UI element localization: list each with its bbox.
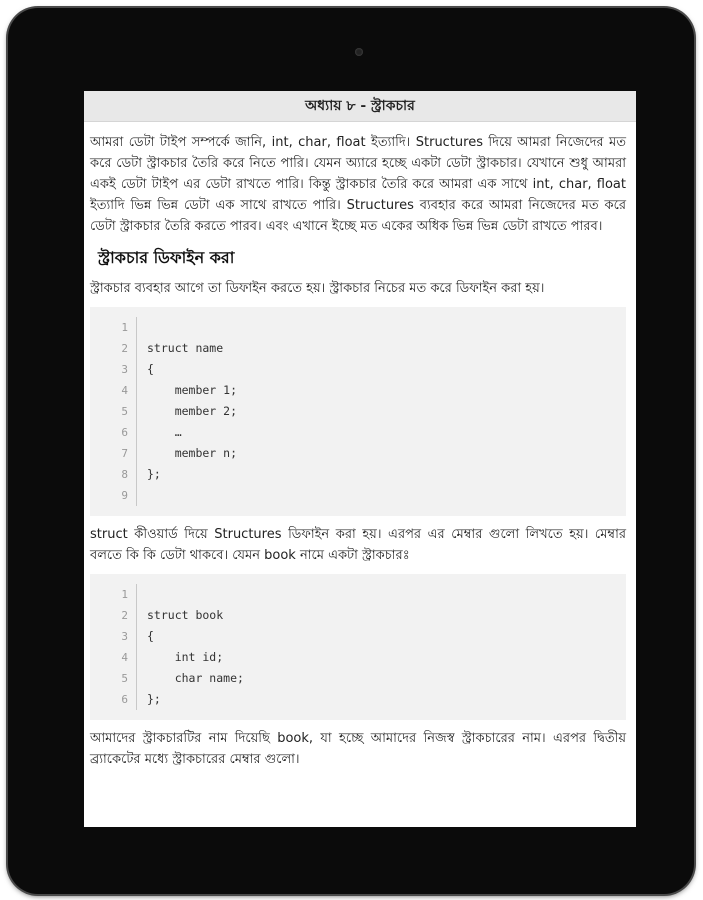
code-line: struct book xyxy=(147,608,224,622)
line-number: 8 xyxy=(121,468,128,481)
code-line: member n; xyxy=(147,446,238,460)
code-lines xyxy=(137,317,237,506)
code-line: { xyxy=(147,362,154,376)
line-number: 6 xyxy=(121,426,128,439)
line-number: 7 xyxy=(121,447,128,460)
line-numbers xyxy=(90,584,137,710)
code-line: char name; xyxy=(147,671,244,685)
camera-icon xyxy=(355,48,363,56)
keyword-paragraph: struct কীওয়ার্ড দিয়ে Structures ডিফাইন করা হয়। এরপর এর মেম্বার গুলো লিখতে হয়। মেম্বার বলতে কি কি ডেটা থাকবে। যেমন book নামে একটা স্ট্রাকচারঃ xyxy=(90,527,626,563)
code-line: struct name xyxy=(147,341,224,355)
code-line: { xyxy=(147,629,154,643)
code-line xyxy=(147,584,244,605)
chapter-title: অধ্যায় ৮ - স্ট্রাকচার xyxy=(305,98,415,114)
code-block-struct-name xyxy=(90,307,626,516)
closing-paragraph: আমাদের স্ট্রাকচারটির নাম দিয়েছি book, যা হচ্ছে আমাদের নিজস্ব স্ট্রাকচারের নাম। এরপর দ্বিতীয় ব্র্যাকেটের মধ্যে স্ট্রাকচারের মেম্বার গুলো। xyxy=(90,731,626,767)
line-number: 5 xyxy=(121,405,128,418)
line-numbers xyxy=(90,317,137,506)
line-number: 4 xyxy=(121,651,128,664)
line-number: 9 xyxy=(121,489,128,502)
code-block-struct-book xyxy=(90,574,626,720)
line-number: 1 xyxy=(121,321,128,334)
line-number: 5 xyxy=(121,672,128,685)
chapter-header xyxy=(84,91,636,122)
code-line xyxy=(147,485,237,506)
code-line: }; xyxy=(147,467,161,481)
line-number: 6 xyxy=(121,693,128,706)
code-line: int id; xyxy=(147,650,224,664)
define-paragraph: স্ট্রাকচার ব্যবহার আগে তা ডিফাইন করতে হয়। স্ট্রাকচার নিচের মত করে ডিফাইন করা হয়। xyxy=(90,281,545,296)
code-line: member 2; xyxy=(147,404,238,418)
line-number: 3 xyxy=(121,363,128,376)
code-line: member 1; xyxy=(147,383,238,397)
article-content xyxy=(84,122,636,770)
code-line: }; xyxy=(147,692,161,706)
code-line: … xyxy=(147,425,182,439)
line-number: 2 xyxy=(121,342,128,355)
tablet-frame xyxy=(8,8,694,894)
line-number: 1 xyxy=(121,588,128,601)
intro-paragraph: আমরা ডেটা টাইপ সম্পর্কে জানি, int, char, float ইত্যাদি। Structures দিয়ে আমরা নিজেদের মত করে ডেটা স্ট্রাকচার তৈরি করে নিতে পারি। যেমন অ্যারে হচ্ছে একটা ডেটা স্ট্রাকচার। যেখানে শুধু আমরা একই ডেটা টাইপ এর ডেটা রাখতে পারি। কিন্তু স্ট্রাকচার তৈরি করে আমরা এক সাথে int, char, float ইত্যাদি ভিন্ন ভিন্ন ডেটা এক সাথে রাখতে পারি। Structures ব্যবহার করে আমরা নিজেদের মত করে ডেটা স্ট্রাকচার তৈরি করতে পারব। এবং এখানে ইচ্ছে মত একের অধিক ভিন্ন ভিন্ন ডেটা রাখতে পারব। xyxy=(90,135,626,234)
screen xyxy=(84,91,636,827)
line-number: 4 xyxy=(121,384,128,397)
line-number: 3 xyxy=(121,630,128,643)
section-heading: স্ট্রাকচার ডিফাইন করা xyxy=(98,248,235,267)
code-line xyxy=(147,317,237,338)
line-number: 2 xyxy=(121,609,128,622)
code-lines xyxy=(137,584,244,710)
